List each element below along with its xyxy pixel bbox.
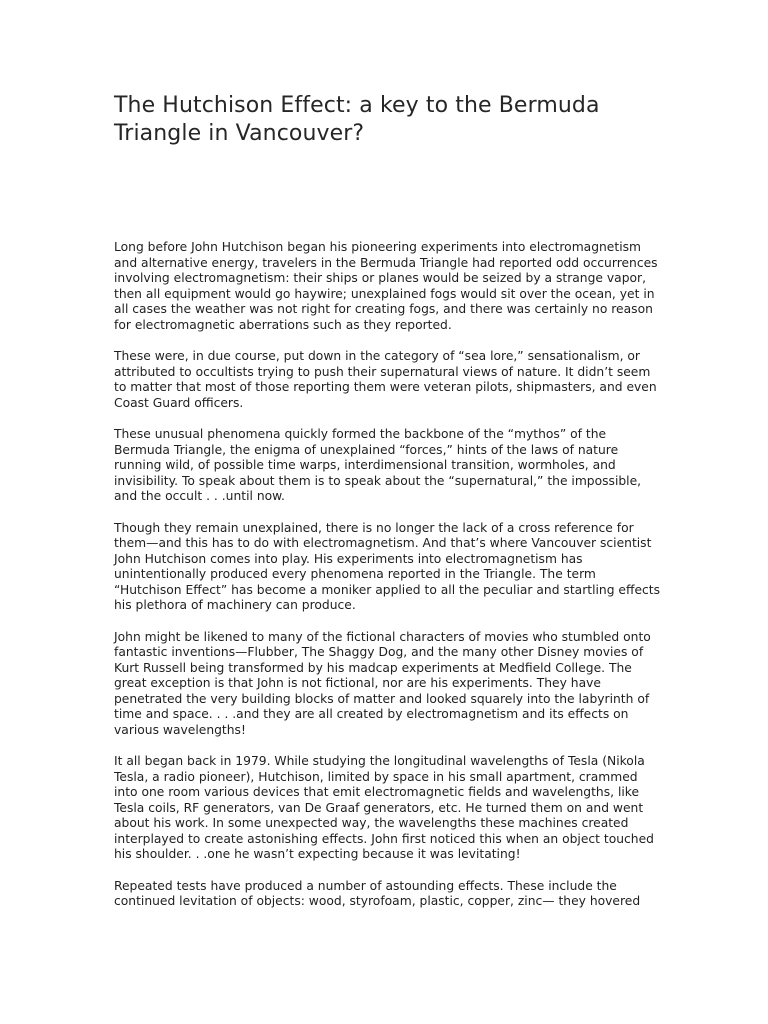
- article-body: [114, 240, 662, 926]
- paragraph-6: It all began back in 1979. While studying the longitudinal wavelengths of Tesla (Nikola Tesla, a radio pioneer), Hutchison, limited by space in his small apartment, crammed into one room various devices that emit electromagnetic fields and wavelengths, like Tesla coils, RF generators, van De Graaf generators, etc. He turned them on and went about his work. In some unexpected way, the wavelengths these machines created interplayed to create astonishing effects. John first noticed this when an object touched his shoulder. . .one he wasn’t expecting because it was levitating!: [114, 754, 654, 861]
- paragraph-7: Repeated tests have produced a number of astounding effects. These include the continued levitation of objects: wood, styrofoam, plastic, copper, zinc— they hovered: [114, 878, 641, 908]
- paragraph-5: John might be likened to many of the fictional characters of movies who stumbled onto fantastic inventions—Flubber, The Shaggy Dog, and the many other Disney movies of Kurt Russell being transformed by his madcap experiments at Medfield College. The great exception is that John is not fictional, nor are his experiments. They have penetrated the very building blocks of matter and looked squarely into the labyrinth of time and space. . . .and they are all created by electromagnetism and its effects on various wavelengths!: [114, 629, 651, 737]
- page-title: The Hutchison Effect: a key to the Bermuda Triangle in Vancouver?: [114, 93, 600, 146]
- paragraph-4: Though they remain unexplained, there is no longer the lack of a cross reference for them—and this has to do with electromagnetism. And that’s where Vancouver scientist John Hutchison comes into play. His experiments into electromagnetism has unintentionally produced every phenomena reported in the Triangle. The term “Hutchison Effect” has become a moniker applied to all the peculiar and startling effects his plethora of machinery can produce.: [114, 520, 661, 612]
- paragraph-1: Long before John Hutchison began his pioneering experiments into electromagnetism and alternative energy, travelers in the Bermuda Triangle had reported odd occurrences involving electromagnetism: their ships or planes would be seized by a strange vapor, then all equipment would go haywire; unexplained fogs would sit over the ocean, yet in all cases the weather was not right for creating fogs, and there was certainly no reason for electromagnetic aberrations such as they reported.: [114, 240, 658, 332]
- paragraph-3: These unusual phenomena quickly formed the backbone of the “mythos” of the Bermuda Triangle, the enigma of unexplained “forces,” hints of the laws of nature running wild, of possible time warps, interdimensional transition, wormholes, and invisibility. To speak about them is to speak about the “supernatural,” the impossible, and the occult . . .until now.: [114, 427, 642, 503]
- paragraph-2: These were, in due course, put down in the category of “sea lore,” sensationalism, or attributed to occultists trying to push their supernatural views of nature. It didn’t seem to matter that most of those reporting them were veteran pilots, shipmasters, and even Coast Guard officers.: [114, 349, 657, 410]
